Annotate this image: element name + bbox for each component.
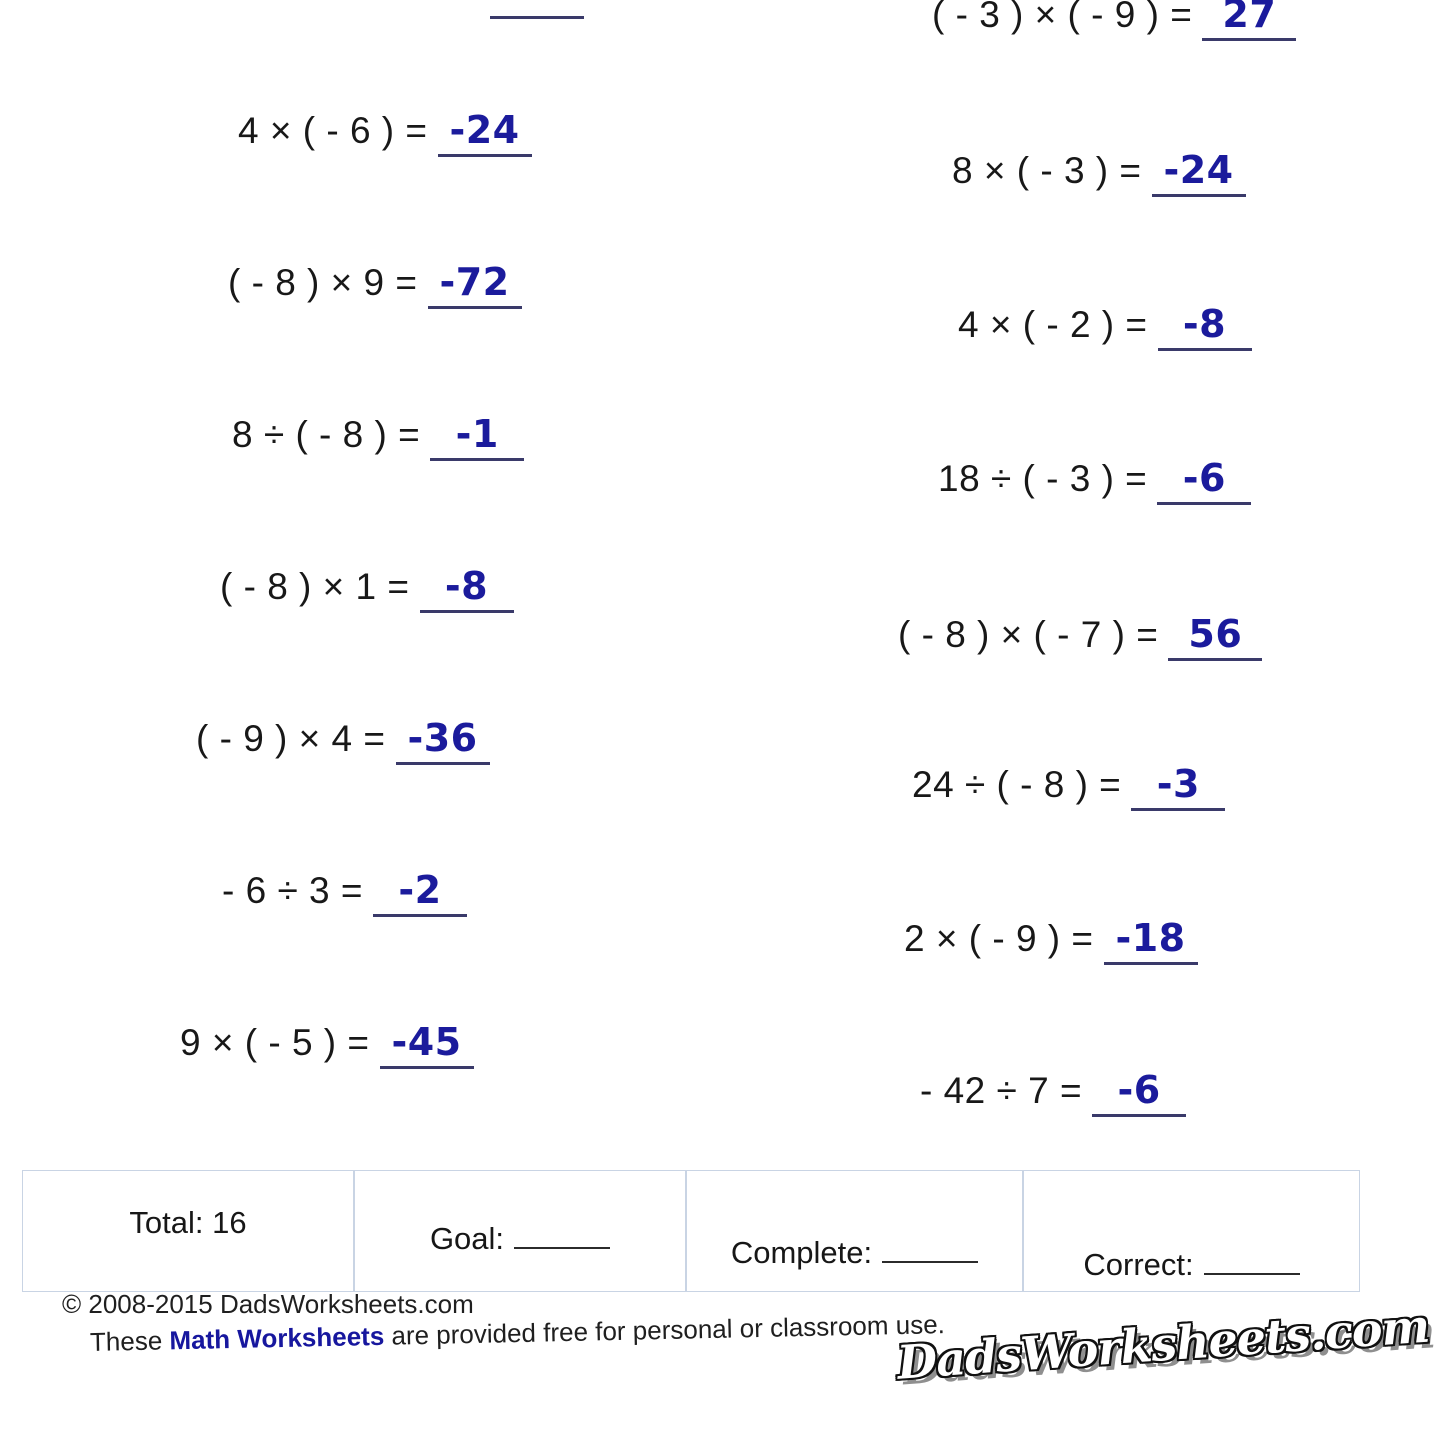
- footer-copyright: [62, 1286, 945, 1361]
- problem-expression: ( - 8 ) × 1 =: [220, 566, 410, 607]
- answer-blank[interactable]: -24: [1152, 148, 1246, 197]
- problem-row: [958, 302, 1252, 351]
- problem-row: [898, 612, 1262, 661]
- score-cell-correct[interactable]: [1023, 1170, 1360, 1292]
- answer-blank[interactable]: -1: [430, 412, 524, 461]
- goal-input-line[interactable]: [514, 1221, 610, 1249]
- problem-expression: ( - 8 ) × 9 =: [228, 262, 418, 303]
- answer-blank[interactable]: -36: [396, 716, 490, 765]
- problem-expression: 18 ÷ ( - 3 ) =: [938, 458, 1148, 499]
- problem-expression: 4 × ( - 6 ) =: [238, 110, 428, 151]
- problem-row: [228, 260, 522, 309]
- problem-expression: 4 × ( - 2 ) =: [958, 304, 1148, 345]
- answer-blank[interactable]: 27: [1202, 0, 1296, 41]
- problem-row: [232, 412, 524, 461]
- complete-input-line[interactable]: [882, 1235, 978, 1263]
- answer-blank[interactable]: -8: [1158, 302, 1252, 351]
- problem-row: [220, 564, 514, 613]
- problem-row: [480, 0, 584, 19]
- usage-prefix: These: [89, 1325, 163, 1357]
- problem-expression: - 42 ÷ 7 =: [920, 1070, 1083, 1111]
- problem-column-left: [0, 0, 720, 1150]
- problem-row: [938, 456, 1251, 505]
- problem-row: [920, 1068, 1186, 1117]
- math-worksheets-link[interactable]: Math Worksheets: [169, 1320, 385, 1356]
- answer-blank[interactable]: -45: [380, 1020, 474, 1069]
- problem-expression: - 6 ÷ 3 =: [222, 870, 364, 911]
- answer-blank[interactable]: 56: [1168, 612, 1262, 661]
- score-cell-total: [22, 1170, 354, 1292]
- total-label: Total: 16: [129, 1205, 247, 1240]
- problem-column-right: [720, 0, 1440, 1150]
- problem-expression: 8 ÷ ( - 8 ) =: [232, 414, 421, 455]
- problem-expression: 8 × ( - 3 ) =: [952, 150, 1142, 191]
- problem-expression: 9 × ( - 5 ) =: [180, 1022, 370, 1063]
- answer-blank[interactable]: -72: [428, 260, 522, 309]
- problem-row: [952, 148, 1246, 197]
- answer-blank[interactable]: -3: [1131, 762, 1225, 811]
- answer-blank[interactable]: [490, 0, 584, 19]
- complete-label: Complete:: [730, 1235, 873, 1270]
- problem-expression: 2 × ( - 9 ) =: [904, 918, 1094, 959]
- score-bar: [22, 1170, 1360, 1292]
- problem-expression: ( - 3 ) × ( - 9 ) =: [932, 0, 1193, 35]
- answer-blank[interactable]: -6: [1157, 456, 1251, 505]
- problem-row: [180, 1020, 474, 1069]
- goal-label: Goal:: [429, 1221, 505, 1256]
- problem-row: [912, 762, 1225, 811]
- dadsworksheets-logo[interactable]: DadsWorksheets.com: [895, 1298, 1431, 1390]
- answer-blank[interactable]: -24: [438, 108, 532, 157]
- usage-suffix: are provided free for personal or classroom use.: [391, 1308, 946, 1351]
- problem-row: [932, 0, 1296, 41]
- answer-blank[interactable]: -8: [420, 564, 514, 613]
- problem-expression: 24 ÷ ( - 8 ) =: [912, 764, 1122, 805]
- problem-expression: ( - 9 ) × 4 =: [196, 718, 386, 759]
- copyright-line: © 2008-2015 DadsWorksheets.com: [62, 1289, 474, 1319]
- correct-input-line[interactable]: [1204, 1247, 1300, 1275]
- answer-blank[interactable]: -18: [1104, 916, 1198, 965]
- correct-label: Correct:: [1083, 1247, 1194, 1282]
- problem-row: [222, 868, 467, 917]
- score-cell-goal[interactable]: [354, 1170, 686, 1292]
- problem-row: [196, 716, 490, 765]
- answer-blank[interactable]: -2: [373, 868, 467, 917]
- score-cell-complete[interactable]: [686, 1170, 1023, 1292]
- answer-blank[interactable]: -6: [1092, 1068, 1186, 1117]
- problem-row: [904, 916, 1198, 965]
- problem-expression: ( - 8 ) × ( - 7 ) =: [898, 614, 1159, 655]
- problem-row: [238, 108, 532, 157]
